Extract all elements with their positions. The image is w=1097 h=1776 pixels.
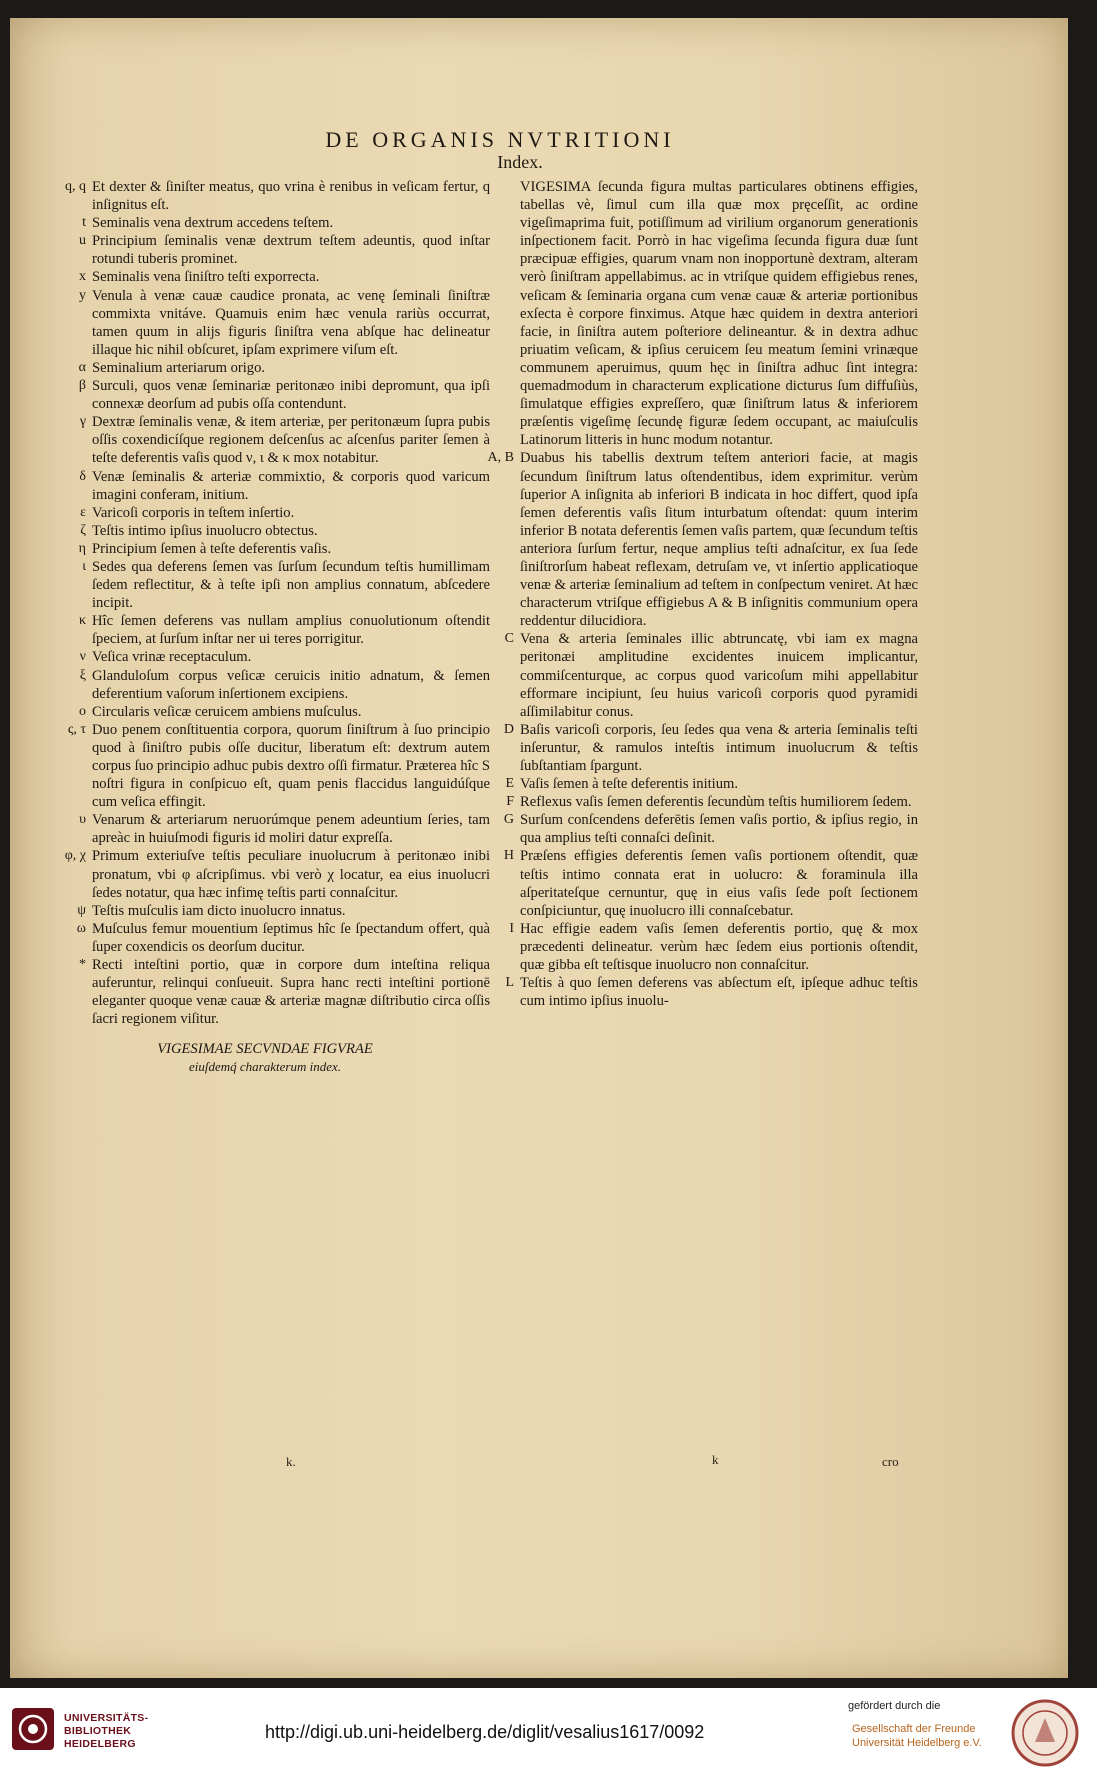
right-entry-key: H [503, 848, 514, 864]
left-entry-key: γ [79, 414, 86, 430]
left-entry [40, 178, 490, 214]
right-entry-key: I [509, 920, 514, 936]
institution-line-3: HEIDELBERG [64, 1738, 136, 1750]
right-entry-key: G [503, 812, 514, 828]
left-entry-text: Principium ſeminalis venæ dextrum teſtem adeuntis, quod inſtar rotundi tuberis prominet. [92, 233, 490, 268]
right-entry-text: Duabus his tabellis dextrum teſtem anteriori facie, at magis ſecundum ſiniſtrum latus oſtendentibus, idem exprimitur. verùm ſuperior A inſignita ab inferiori B indicata in hoc differt, quod ipſa ſemen deferentis vaſis ſitum inturbatum oſtendat: quum interim inferior B notata deferentis ſemen vaſis partem, quæ ſecundum teſtis anteriora ſurſum fertur, neque amplius teſti adnaſcitur, ex ſua ſede ſiniſtrorſum habeat reflexam, detruſam ve, vt inſertio applicatioque venæ & arteriæ ſeminalium ad teſtem in conſpectum veniret. At hæc characterum vtriſque effigiebus A & B inſignitis communium opera reddentur dilucidiora. [520, 450, 918, 630]
left-entry-text: Sedes qua deferens ſemen vas ſurſum ſecundum teſtis humillimam ſedem reflectitur, & à teſte ipſi non amplius connatum, abſcedere incipit. [92, 558, 490, 612]
institution-line-2: BIBLIOTHEK [64, 1725, 132, 1737]
left-entry [40, 522, 490, 540]
left-entry-key: u [79, 233, 86, 249]
left-entry-key: ι [82, 558, 86, 574]
left-entry-key: ο [79, 703, 86, 719]
right-entry [478, 775, 918, 793]
left-entry-text: Varicoſi corporis in teſtem inſertio. [92, 504, 295, 521]
right-entry-key: D [503, 721, 514, 737]
left-entry [40, 703, 490, 721]
right-entries [478, 449, 918, 1010]
left-entry-key: ζ [80, 522, 86, 538]
right-entry-key: E [505, 776, 514, 792]
left-entry-key: α [78, 359, 86, 375]
institution-name[interactable] [64, 1712, 148, 1751]
sponsor-label: gefördert durch die [848, 1700, 941, 1712]
left-column [40, 178, 490, 1076]
left-entry [40, 721, 490, 811]
left-entry-key: β [78, 378, 86, 394]
left-entry-text: Dextræ ſeminalis venæ, & item arteriæ, per peritonæum ſupra pubis oſſis coxendicíſque regionem deſcenſus ac aſcenſus pariter ſemen à teſte deferentis vaſis quod ν, ι & κ mox notabitur. [92, 414, 490, 467]
right-entry-text: Vaſis ſemen à teſte deferentis initium. [520, 776, 739, 793]
left-entry-key: q, q [65, 179, 86, 194]
left-entry [40, 667, 490, 703]
left-entry [40, 847, 490, 901]
right-entry-text: Baſis varicoſi corporis, ſeu ſedes qua vena & arteria ſeminalis teſti inſeruntur, & ramulos inteſtis intimum inuolucrum & teſtis ſubſtantiam ſpargunt. [520, 721, 918, 774]
page-subtitle: Index. [497, 152, 543, 172]
left-entry-text: Venula à venæ cauæ caudice pronata, ac venę ſeminali ſiniſtræ commixta vnitáve. Quamuis enim hæc venula rariùs occurrat, tamen quum in alijs figuris ſiniſtra vena abſque hac delineatur illaque hic nihil obſcuret, ipſam exprimere viſum eſt. [92, 287, 490, 358]
left-entry-text: Duo penem conſtituentia corpora, quorum ſiniſtrum à ſuo principio quod à ſiniſtro pubis oſſe ducitur, liberatum eſt: dextrum autem corpus ſuo principio adhuc pubis dextro oſſi firmatur. Præterea hîc S noſtri figura in conſpicuo eſt, quam penis flaccidus languidúſque cum veſica effingit. [92, 721, 490, 811]
left-entry [40, 287, 490, 359]
left-entry [40, 920, 490, 956]
right-entry-text: Præſens effigies deferentis ſemen vaſis portionem oſtendit, quæ teſtis intimo connata erat in uolucro: & foraminula illa aſperitateſque cernuntur, quę in eius vaſis ſede poſt ſectionem conſpiciuntur, quę inuolucro illi connaſcebatur. [520, 848, 918, 919]
left-entry-text: Glanduloſum corpus veſicæ ceruicis initio adnatum, & ſemen deferentium vaſorum inſertionem excipiens. [92, 667, 490, 702]
university-seal-icon [1010, 1698, 1080, 1768]
left-entry-text: Muſculus femur mouentium ſeptimus hîc ſe ſpectandum offert, quà ſuper coxendicis os deorſum ducitur. [92, 920, 490, 955]
left-entry [40, 558, 490, 612]
university-library-logo-icon[interactable] [10, 1706, 56, 1752]
left-entry-text: Venæ ſeminalis & arteriæ commixtio, & corporis quod varicum imagini conferam, initium. [92, 468, 490, 503]
left-entry [40, 413, 490, 467]
left-entry-key: η [78, 540, 86, 556]
left-entry [40, 377, 490, 413]
left-entry [40, 612, 490, 648]
right-entry-text: Reflexus vaſis ſemen deferentis ſecundùm teſtis humiliorem ſedem. [520, 794, 912, 811]
left-entry [40, 214, 490, 232]
right-entry [478, 721, 918, 775]
right-entry [478, 920, 918, 974]
left-entry [40, 232, 490, 268]
sponsor-line-1: Gesellschaft der Freunde [852, 1723, 976, 1735]
right-entry-key: L [505, 975, 514, 991]
left-entry-key: y [79, 287, 86, 303]
left-entry-text: Veſica vrinæ receptaculum. [92, 649, 252, 666]
left-entry-text: Surculi, quos venæ ſeminariæ peritonæo inibi depromunt, qua ipſi connexæ deorſum ad pubis oſſa contendunt. [92, 378, 490, 413]
left-entry [40, 268, 490, 286]
right-entry-text: Vena & arteria ſeminales illic abtruncatę, vbi iam ex magna peritonæi amplitudine excidentes inuicem implicantur, commiſcenturque, ac corpus quod varicoſum mihi appellabitur efformare incipiunt, ſeu huius varicoſi corporis quod pyramidi aſſimilabitur conus. [520, 631, 918, 720]
catchword: cro [882, 1454, 899, 1469]
left-entry-text: Teſtis muſculis iam dicto inuolucro innatus. [92, 902, 346, 919]
sponsor-name[interactable] [852, 1722, 982, 1750]
right-entry-text: Teſtis à quo ſemen deferens vas abſectum eſt, ipſeque adhuc teſtis cum intimo ipſius inuolu- [520, 975, 918, 1010]
left-entry-text: Circularis veſicæ ceruicem ambiens muſculus. [92, 703, 362, 720]
left-entry-key: ψ [77, 902, 86, 918]
left-entry [40, 540, 490, 558]
left-entry-text: Principium ſemen à teſte deferentis vaſis. [92, 540, 332, 557]
figure-index-title: VIGESIMAE SECVNDAE FIGVRAE [157, 1041, 373, 1058]
permalink-url[interactable]: http://digi.ub.uni-heidelberg.de/diglit/vesalius1617/0092 [265, 1722, 705, 1742]
left-entry-key: ξ [79, 667, 86, 683]
left-entry-key: φ, χ [64, 848, 86, 864]
left-entry-key: κ [78, 613, 86, 629]
left-entry-text: Hîc ſemen deferens vas nullam amplius conuolutionum oſtendit ſpeciem, at ſurſum inſtar ner ui teres porrigitur. [92, 613, 490, 648]
right-entry [478, 847, 918, 919]
left-entry [40, 468, 490, 504]
left-entry-key: ν [79, 649, 86, 665]
left-entry-key: ω [76, 920, 86, 936]
left-entry-key: υ [79, 812, 86, 828]
left-entry-key: t [82, 215, 86, 231]
right-entry-key: A, B [487, 450, 514, 466]
right-entry-key: F [506, 794, 514, 810]
figure-index-subtitle: eiuſdemq́ charakterum index. [189, 1059, 341, 1075]
left-entry [40, 956, 490, 1028]
signature-mark-left: k. [286, 1454, 296, 1469]
left-entry [40, 359, 490, 377]
institution-line-1: UNIVERSITÄTS- [64, 1712, 149, 1724]
left-entry [40, 504, 490, 522]
right-intro-paragraph: VIGESIMA ſecunda figura multas particulares obtinens effigies, tabellas vè, ſimul cum illa quæ mox pręceſſit, ac ordine vigeſimaprima fuit, potiſſimum ad virilium organorum generationis inſpectionem facit. Porrò in hac vigeſima ſecunda figura duæ ſunt præcipuæ effigies, quarum vnam non inopportunè dextram, alteram verò ſiniſtram appellabimus. ac in vtriſque quidem effigiebus renes, veſicam & ſeminaria organa cum venæ cauæ & arteriæ portionibus exſecta è corpore finximus. Atque hæc quidem in dextra anteriori facie, in ſiniſtra autem poſteriore delineantur. & in dextra adhuc priuatim veſicam, & ipſius ceruicem ſeu meatum ſemini vrinæque communem aperuimus, quum hęc in ſiniſtra adhuc ſint integra: quemadmodum in characterum explicatione dicturus ſum diffuſiùs, ſimulatque effigies expreſſero, quæ ſiniſtrum latus & inferiorem præſentis vigeſimę ſecundę figuræ ſedem occupant, ac maiuſculis Latinorum litteris in hunc modum notantur. [520, 179, 918, 449]
left-entry-text: Primum exteriuſve teſtis peculiare inuolucrum à peritonæo inibi pronatum, vbi φ aſcripſimus. vbi verò χ locatur, ea eius inuolucri ſedes notatur, qua hæc infimę teſtis parti connaſcitur. [92, 848, 490, 901]
left-entry [40, 902, 490, 920]
signature-mark-right: k [712, 1452, 719, 1467]
left-entry-text: Recti inteſtini portio, quæ in corpore dum inteſtina reliqua auferuntur, relinqui conſueuit. Supra hanc recti inteſtini portionē eleganter quoque venæ cauæ & arteriæ magnæ diſtributio circa oſſis ſacri regionem viſitur. [92, 957, 490, 1028]
left-entry-text: Seminalis vena ſiniſtro teſti exporrecta. [92, 269, 320, 286]
left-entry-text: Seminalium arteriarum origo. [92, 359, 266, 376]
right-entry-text: Surſum conſcendens deferētis ſemen vaſis portio, & ipſius regio, in qua amplius teſti connaſci deſinit. [520, 812, 918, 847]
left-entries [40, 178, 490, 1028]
left-entry [40, 811, 490, 847]
left-entry [40, 648, 490, 666]
left-entry-key: * [79, 957, 86, 973]
left-entry-text: Et dexter & ſiniſter meatus, quo vrina è renibus in veſicam fertur, q inſignitus eſt. [92, 179, 490, 214]
left-entry-key: ε [80, 504, 86, 520]
left-entry-text: Teſtis intimo ipſius inuolucro obtectus. [92, 522, 318, 539]
left-entry-text: Seminalis vena dextrum accedens teſtem. [92, 215, 334, 232]
left-entry-key: δ [79, 468, 86, 484]
right-entry [478, 449, 918, 630]
left-entry-text: Venarum & arteriarum neruorúmque penem adeuntium ſeries, tam apreàc in huiuſmodi figuris id moliri datur expreſſa. [92, 812, 490, 847]
left-entry-key: x [79, 269, 86, 285]
sponsor-line-2: Universität Heidelberg e.V. [852, 1737, 982, 1749]
right-entry [478, 811, 918, 847]
right-entry [478, 974, 918, 1010]
right-entry-text: Hac effigie eadem vaſis ſemen deferentis portio, quę & mox præcedenti delineatur. verùm hæc ſedem eius portionis oſtendit, quæ gibba eſt teſtisque inuolucro non connaſcitur. [520, 920, 918, 974]
right-entry-key: C [504, 631, 514, 647]
right-entry [478, 793, 918, 811]
page-title: DE ORGANIS NVTRITIONI [325, 127, 675, 152]
right-entry [478, 630, 918, 720]
left-entry-key: ς, τ [67, 721, 86, 737]
figure-index-heading [40, 1040, 490, 1076]
right-column [478, 178, 918, 1010]
